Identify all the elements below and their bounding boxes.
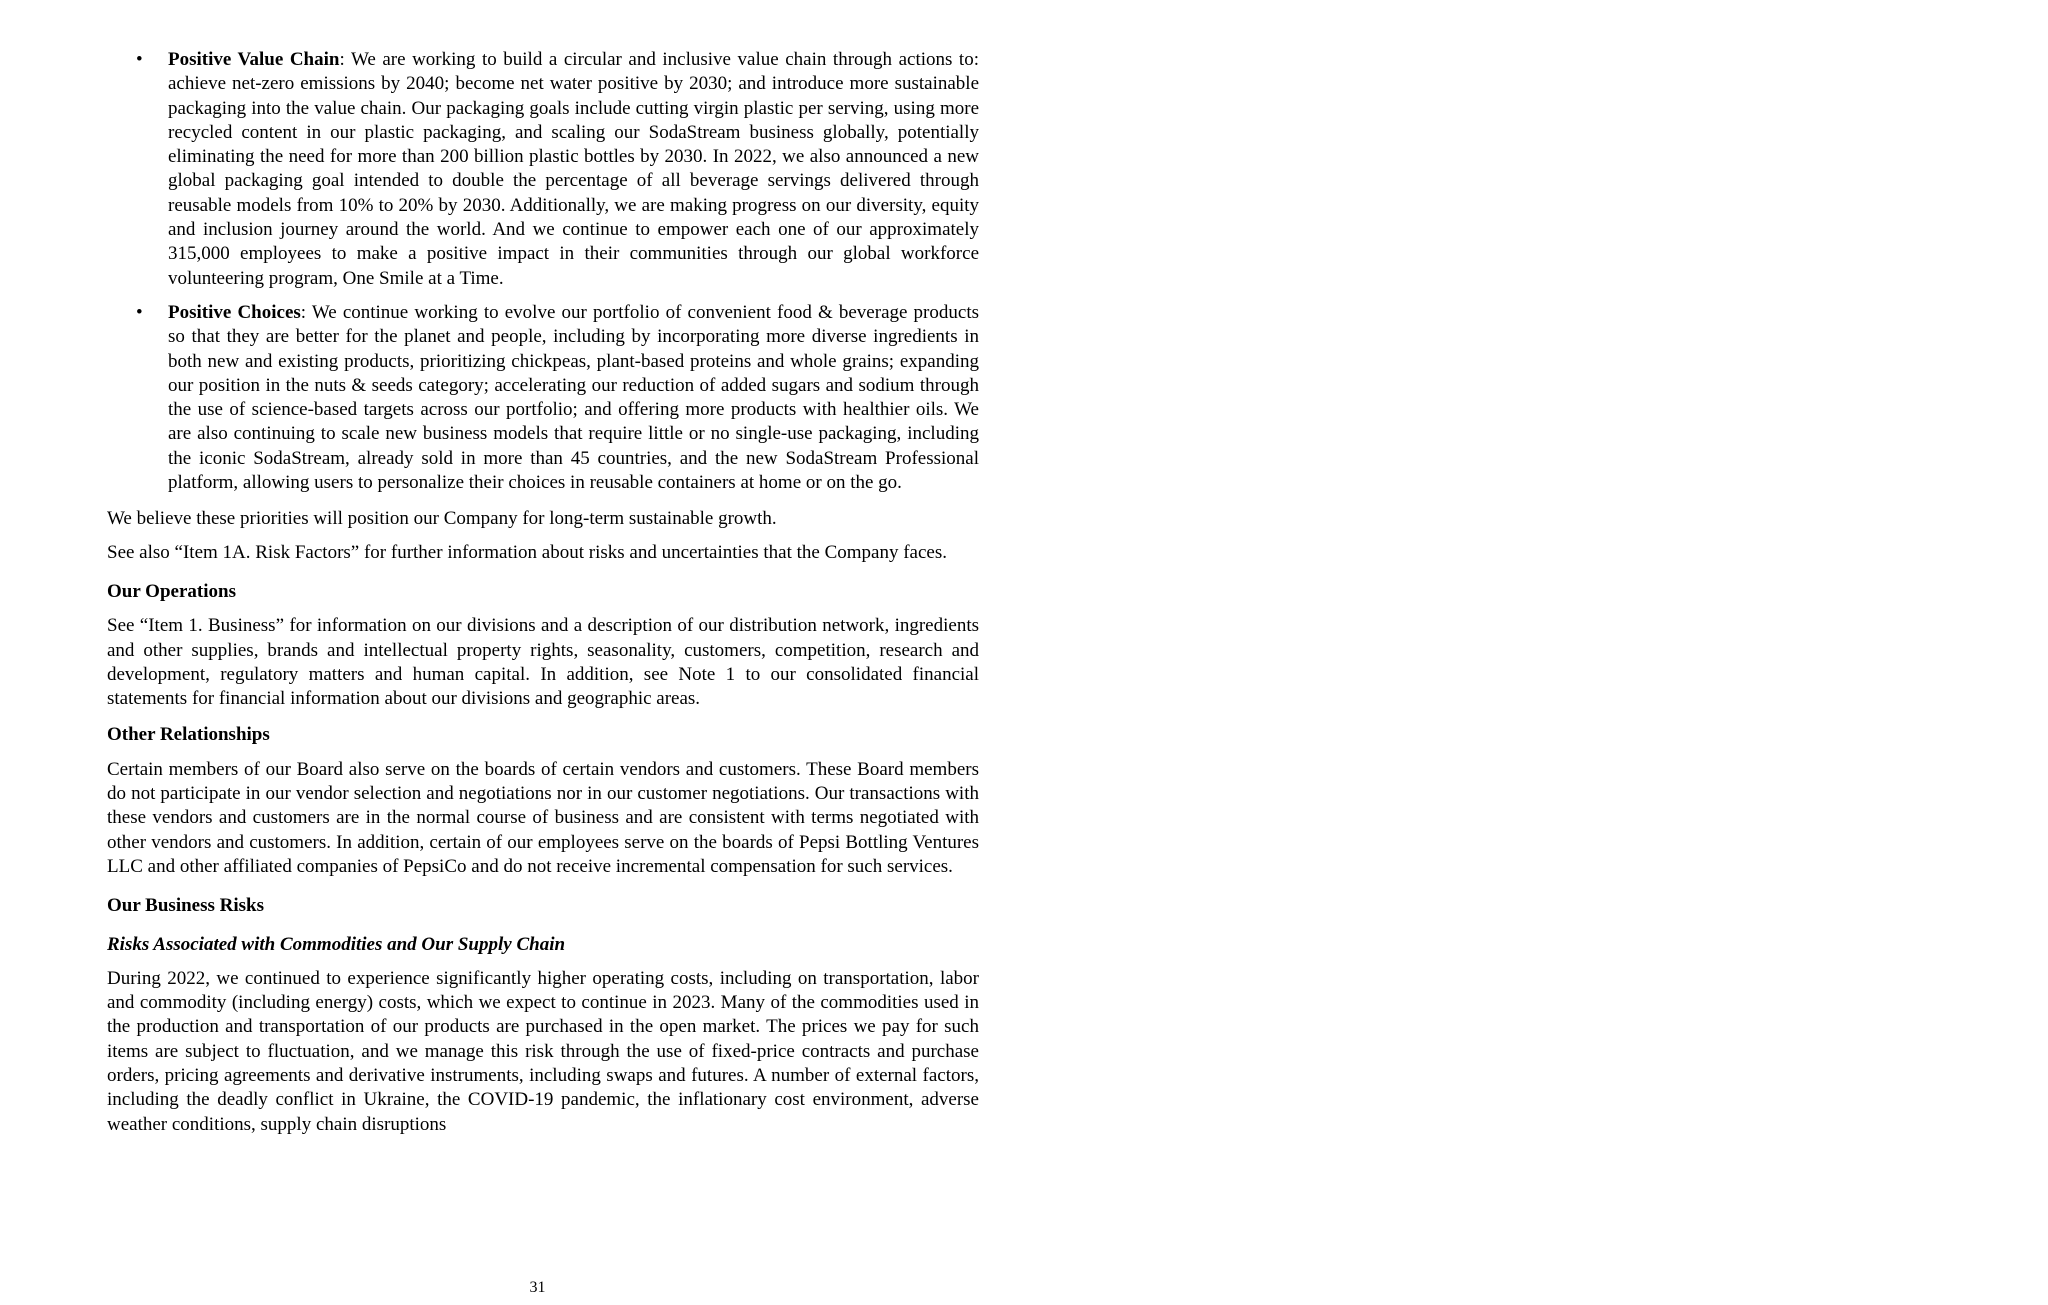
bullet-term: Positive Value Chain [168, 49, 340, 70]
paragraph-see-also: See also “Item 1A. Risk Factors” for further information about risks and uncertainties that the Company faces. [107, 541, 947, 563]
bullet-term: Positive Choices [168, 301, 301, 323]
paragraph-priorities: We believe these priorities will position our Company for long-term sustainable growth. [107, 508, 777, 530]
paragraph-operations: See “Item 1. Business” for information on our divisions and a description of our distribution network, ingredients and other supplies, brands and intellectual property rights, seasonality, customers, competition, research and development, regulatory matters and human capital. In addition, see Note 1 to our consolidated financial statements for financial information about our divisions and geographic areas. [107, 615, 979, 710]
document-page [107, 48, 979, 1137]
bullet-positive-choices [107, 301, 979, 495]
bullet-text: : We are working to build a circular and inclusive value chain through actions to: achieve net-zero emissions by 2040; become net water positive by 2030; and introduce more sustainable packaging into the value chain. Our packaging goals include cutting virgin plastic per serving, using more recycled content in our plastic packaging, and scaling our SodaStream business globally, potentially eliminating the need for more than 200 billion plastic bottles by 2030. In 2022, we also announced a new global packaging goal intended to double the percentage of all beverage servings delivered through reusable models from 10% to 20% by 2030. Additionally, we are making progress on our diversity, equity and inclusion journey around the world. And we continue to empower each one of our approximately 315,000 employees to make a positive impact in their communities through our global workforce volunteering program, One Smile at a Time. [168, 49, 979, 289]
subheading-commodities-supply-chain: Risks Associated with Commodities and Our Supply Chain [107, 933, 566, 955]
bullet-positive-value-chain [107, 48, 979, 291]
paragraph-relationships: Certain members of our Board also serve on the boards of certain vendors and customers. These Board members do not participate in our vendor selection and negotiations nor in our customer negotiations. Our transactions with these vendors and customers are in the normal course of business and are consistent with terms negotiated with other vendors and customers. In addition, certain of our employees serve on the boards of Pepsi Bottling Ventures LLC and other affiliated companies of PepsiCo and do not receive incremental compensation for such services. [107, 758, 979, 877]
heading-business-risks: Our Business Risks [107, 895, 264, 917]
bullet-text: : We continue working to evolve our portfolio of convenient food & beverage products so that they are better for the planet and people, including by incorporating more diverse ingredients in both new and existing products, prioritizing chickpeas, plant-based proteins and whole grains; expanding our position in the nuts & seeds category; accelerating our reduction of added sugars and sodium through the use of science-based targets across our portfolio; and offering more products with healthier oils. We are also continuing to scale new business models that require little or no single-use packaging, including the iconic SodaStream, already sold in more than 45 countries, and the new SodaStream Professional platform, allowing users to personalize their choices in reusable containers at home or on the go. [168, 301, 979, 494]
heading-other-relationships: Other Relationships [107, 724, 270, 746]
paragraph-operating-costs: During 2022, we continued to experience significantly higher operating costs, including on transportation, labor and commodity (including energy) costs, which we expect to continue in 2023. Many of the commodities used in the production and transportation of our products are purchased in the open market. The prices we pay for such items are subject to fluctuation, and we manage this risk through the use of fixed-price contracts and purchase orders, pricing agreements and derivative instruments, including swaps and futures. A number of external factors, including the deadly conflict in Ukraine, the COVID-19 pandemic, the inflationary cost environment, adverse weather conditions, supply chain disruptions [107, 967, 979, 1135]
heading-our-operations: Our Operations [107, 580, 236, 602]
bullet-glyph: • [136, 301, 143, 323]
page-number: 31 [529, 1279, 546, 1296]
bullet-glyph: • [136, 49, 143, 70]
